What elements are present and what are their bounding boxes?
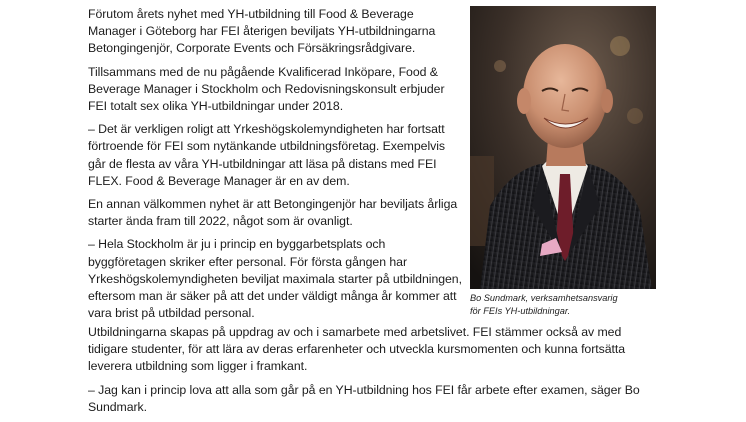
article-full-width-text	[88, 324, 648, 422]
portrait-illustration	[470, 6, 656, 289]
article-paragraph: – Hela Stockholm är ju i princip en byggarbetsplats och byggföretagen skriker efter personal. För första gången har Yrkeshögskolemyndigheten beviljat maximala starter på utbildningen, eftersom man är säker på att det under väldigt många år kommer att vara brist på utbildad personal.	[88, 237, 462, 321]
article-paragraph: Utbildningarna skapas på uppdrag av och i samarbete med arbetslivet. FEI stämmer också av med tidigare studenter, för att lära av deras erfarenheter och utveckla kursmomenten och kunna fortsätta leverera utbildning som ligger i framkant.	[88, 325, 626, 374]
article-paragraph: Tillsammans med de nu pågående Kvalificerad Inköpare, Food & Beverage Manager i Stockholm och Redovisningskonsult erbjuder FEI totalt sex olika YH-utbildningar under 2018.	[88, 64, 445, 114]
portrait-photo	[470, 6, 656, 289]
article-paragraph: – Jag kan i princip lova att alla som går på en YH-utbildning hos FEI får arbete efter examen, säger Bo Sundmark.	[88, 382, 640, 414]
article-paragraph: – Det är verkligen roligt att Yrkeshögskolemyndigheten har fortsatt förtroende för FEI som nytänkande utbildningsföretag. Exempelvis går de flesta av våra YH-utbildningar att läsa på distans med FEI FLEX. Food & Beverage Manager är en av dem.	[88, 122, 446, 188]
article-column-text	[88, 6, 464, 328]
caption-line: för FEIs YH-utbildningar.	[470, 305, 571, 316]
photo-caption	[470, 292, 670, 317]
article-paragraph: Förutom årets nyhet med YH-utbildning till Food & Beverage Manager i Göteborg har FEI återigen beviljats YH-utbildningarna Betongingenjör, Corporate Events och Försäkringsrådgivare.	[88, 7, 436, 56]
caption-line: Bo Sundmark, verksamhetsansvarig	[470, 293, 618, 303]
article-paragraph: En annan välkommen nyhet är att Betongingenjör har beviljats årliga starter ända fram till 2022, något som är ovanligt.	[88, 197, 458, 229]
